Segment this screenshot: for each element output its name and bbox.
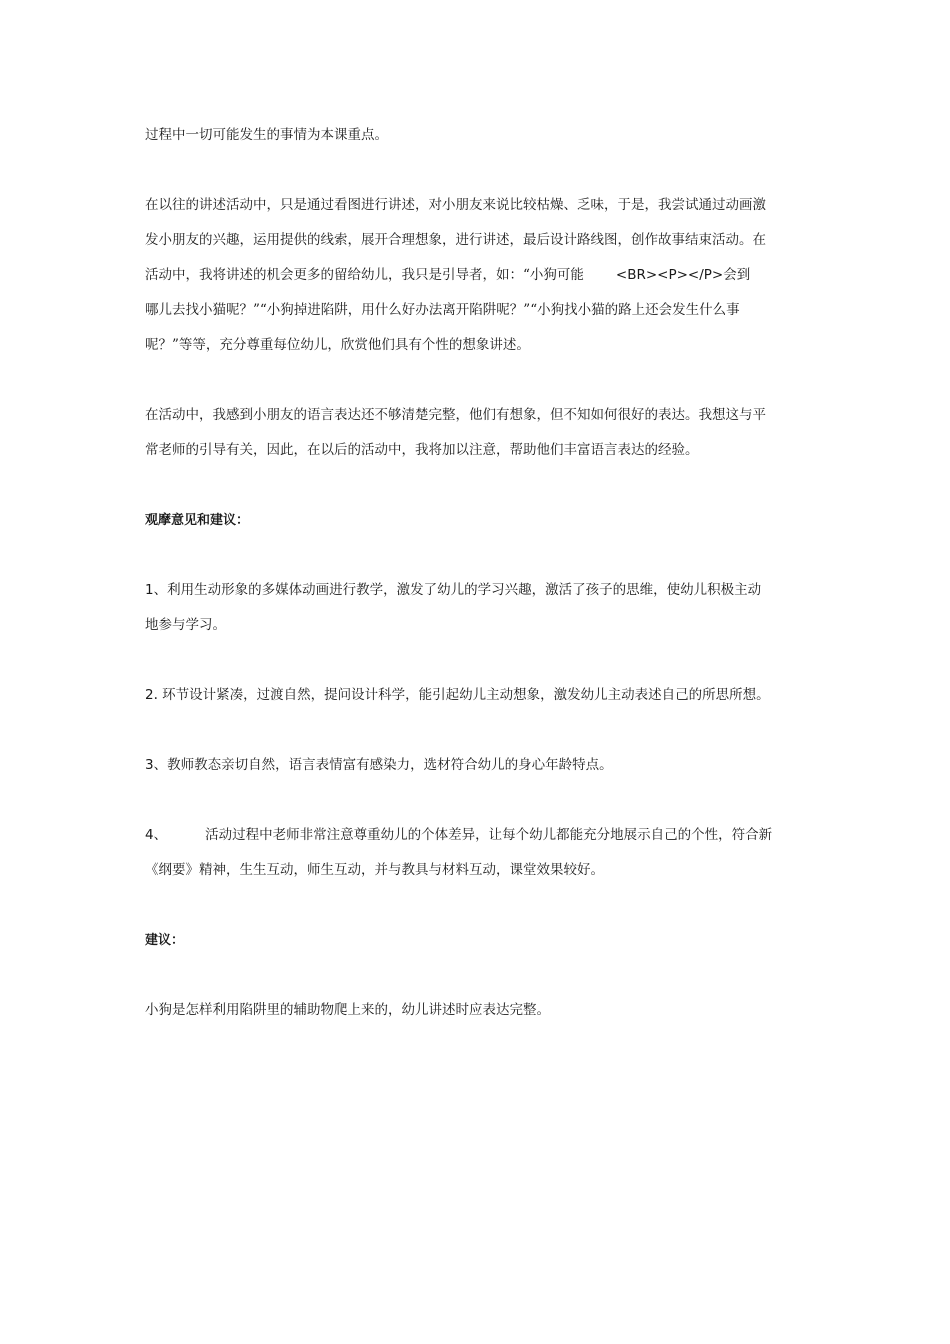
text-line: 常老师的引导有关，因此，在以后的活动中，我将加以注意，帮助他们丰富语言表达的经验。 bbox=[145, 442, 699, 458]
paragraph-suggestion: 小狗是怎样利用陷阱里的辅助物爬上来的，幼儿讲述时应表达完整。 bbox=[145, 1002, 550, 1018]
text-line: 在以往的讲述活动中，只是通过看图进行讲述，对小朋友来说比较枯燥、乏味，于是，我尝试通过动画激 bbox=[145, 197, 766, 213]
paragraph-reflection bbox=[145, 398, 810, 468]
text-line: 发小朋友的兴趣，运用提供的线索，展开合理想象，进行讲述，最后设计路线图，创作故事结束活动。在 bbox=[145, 232, 766, 248]
paragraph-intro: 过程中一切可能发生的事情为本课重点。 bbox=[145, 127, 388, 143]
text-line: 呢？”等等，充分尊重每位幼儿，欣赏他们具有个性的想象讲述。 bbox=[145, 337, 530, 353]
heading-observation-opinions: 观摩意见和建议： bbox=[145, 513, 250, 528]
text-line bbox=[145, 258, 810, 293]
text-line: 地参与学习。 bbox=[145, 617, 226, 633]
item-separator: 、 bbox=[153, 827, 168, 843]
text-line: 哪儿去找小猫呢？”“小狗掉进陷阱，用什么好办法离开陷阱呢？”“小狗找小猫的路上还会发生什么事 bbox=[145, 302, 740, 318]
item-text: 、利用生动形象的多媒体动画进行教学，激发了幼儿的学习兴趣，激活了孩子的思维，使幼儿积极主动 bbox=[153, 582, 762, 598]
text-line bbox=[145, 573, 810, 608]
text-line: 在活动中，我感到小朋友的语言表达还不够清楚完整，他们有想象，但不知如何很好的表达。我想这与平 bbox=[145, 407, 766, 423]
text-fragment: 活动中，我将讲述的机会更多的留给幼儿，我只是引导者，如：“小狗可能 bbox=[145, 267, 584, 283]
item-number: 4 bbox=[145, 827, 154, 843]
item-number: 2 bbox=[145, 687, 154, 703]
paragraph-activity-description bbox=[145, 188, 810, 363]
item-number: 3 bbox=[145, 757, 154, 773]
text-line bbox=[145, 678, 810, 713]
item-text: 活动过程中老师非常注意尊重幼儿的个体差异，让每个幼儿都能充分地展示自己的个性，符合新 bbox=[205, 827, 773, 843]
heading-suggestions: 建议： bbox=[145, 933, 185, 948]
text-line: 《纲要》精神，生生互动，师生互动，并与教具与材料互动，课堂效果较好。 bbox=[145, 862, 604, 878]
text-line bbox=[145, 818, 810, 853]
item-number: 1 bbox=[145, 582, 154, 598]
text-line bbox=[145, 748, 810, 783]
list-item-4 bbox=[145, 818, 810, 888]
item-text: 、教师教态亲切自然，语言表情富有感染力，选材符合幼儿的身心年龄特点。 bbox=[153, 757, 613, 773]
document-page bbox=[145, 118, 810, 1028]
item-text: . 环节设计紧凑，过渡自然，提问设计科学，能引起幼儿主动想象，激发幼儿主动表述自己的所思所想。 bbox=[153, 687, 770, 703]
list-item-1 bbox=[145, 573, 810, 643]
list-item-3 bbox=[145, 748, 810, 783]
html-tag-fragment: <BR><P></P>会到 bbox=[615, 267, 751, 283]
list-item-2 bbox=[145, 678, 810, 713]
